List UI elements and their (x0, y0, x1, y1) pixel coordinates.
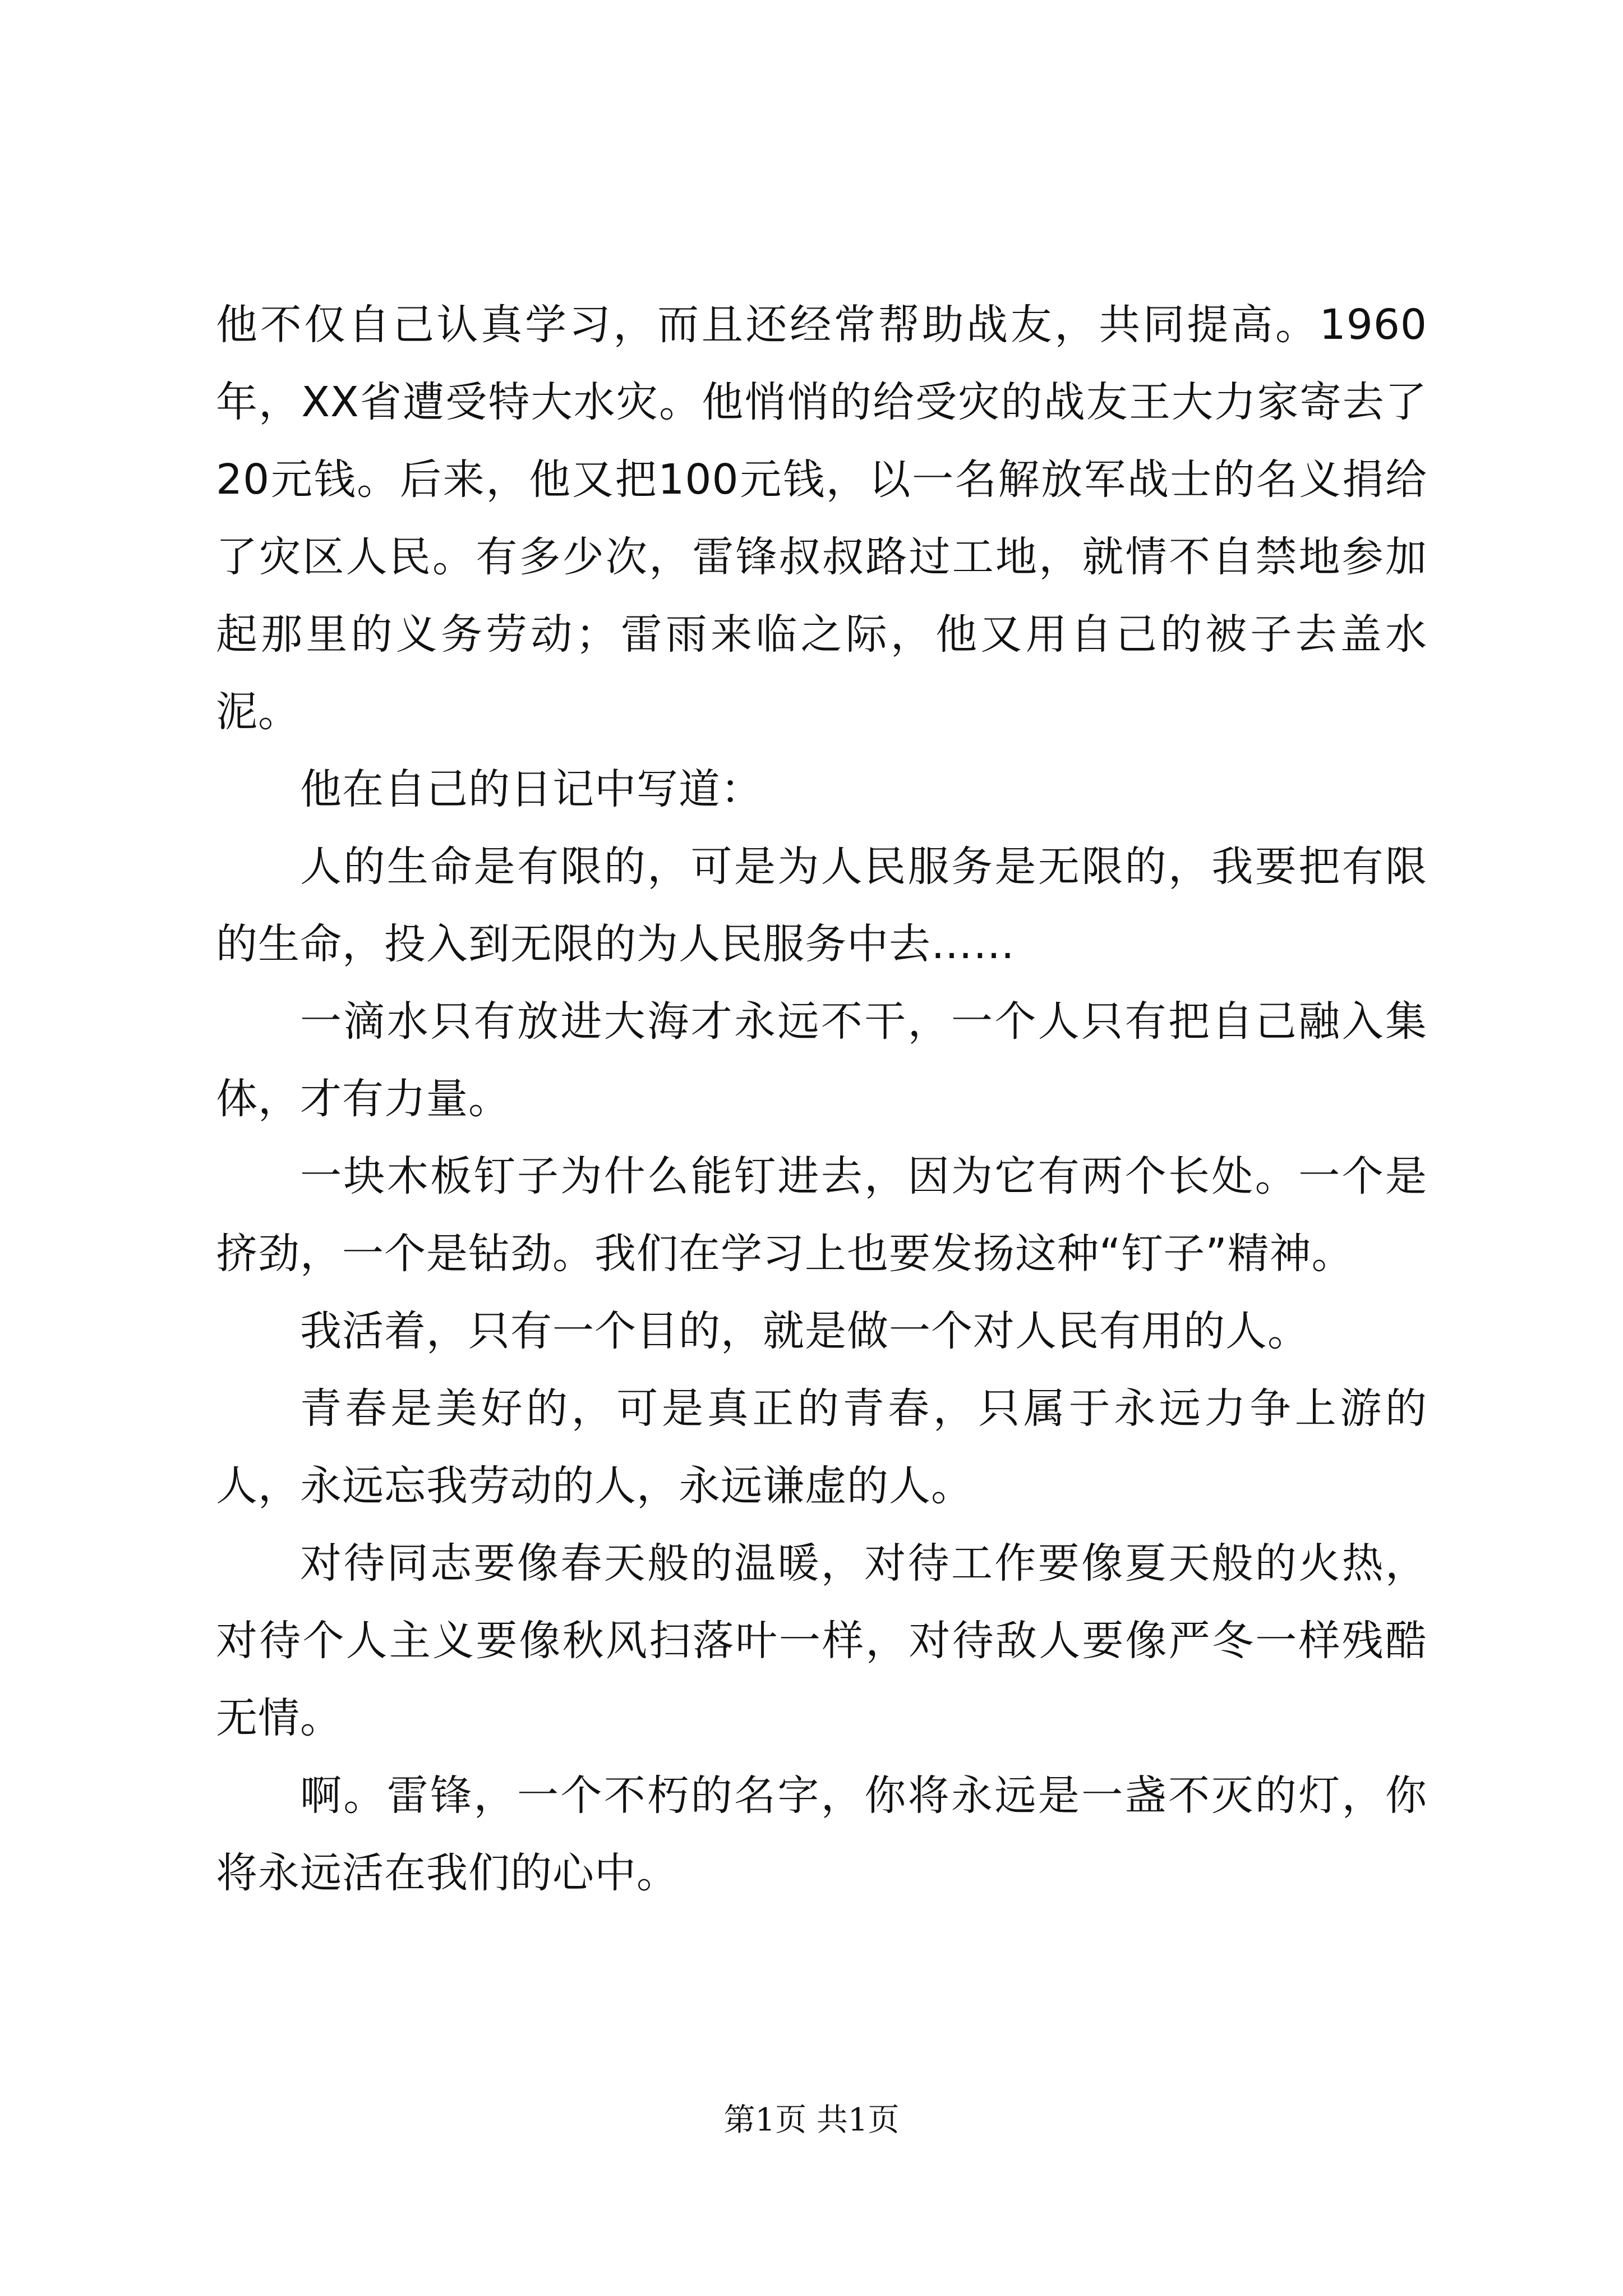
document-body (216, 286, 1427, 1912)
paragraph-1: 他不仅自己认真学习，而且还经常帮助战友，共同提高。1960年，XX省遭受特大水灾。他悄悄的给受灾的战友王大力家寄去了20元钱。后来，他又把100元钱，以一名解放军战士的名义捐给了灾区人民。有多少次，雷锋叔叔路过工地，就情不自禁地参加起那里的义务劳动；雷雨来临之际，他又用自己的被子去盖水泥。 (216, 301, 1427, 736)
paragraph-9: 啊。雷锋，一个不朽的名字，你将永远是一盏不灭的灯，你将永远活在我们的心中。 (216, 1772, 1427, 1897)
paragraph-3: 人的生命是有限的，可是为人民服务是无限的，我要把有限的生命，投入到无限的为人民服务中去…… (216, 843, 1427, 968)
paragraph-5: 一块木板钉子为什么能钉进去，因为它有两个长处。一个是挤劲，一个是钻劲。我们在学习上也要发扬这种“钉子”精神。 (216, 1152, 1427, 1278)
paragraph-7: 青春是美好的，可是真正的青春，只属于永远力争上游的人，永远忘我劳动的人，永远谦虚的人。 (216, 1384, 1427, 1510)
page-footer (0, 2101, 1623, 2140)
paragraph-4: 一滴水只有放进大海才永远不干，一个人只有把自己融入集体，才有力量。 (216, 997, 1427, 1123)
paragraph-8: 对待同志要像春天般的温暖，对待工作要像夏天般的火热，对待个人主义要像秋风扫落叶一样，对待敌人要像严冬一样残酷无情。 (216, 1539, 1427, 1742)
paragraph-6: 我活着，只有一个目的，就是做一个对人民有用的人。 (300, 1307, 1310, 1355)
page-number-label: 第1页 共1页 (723, 2102, 900, 2138)
paragraph-2: 他在自己的日记中写道： (300, 765, 763, 813)
